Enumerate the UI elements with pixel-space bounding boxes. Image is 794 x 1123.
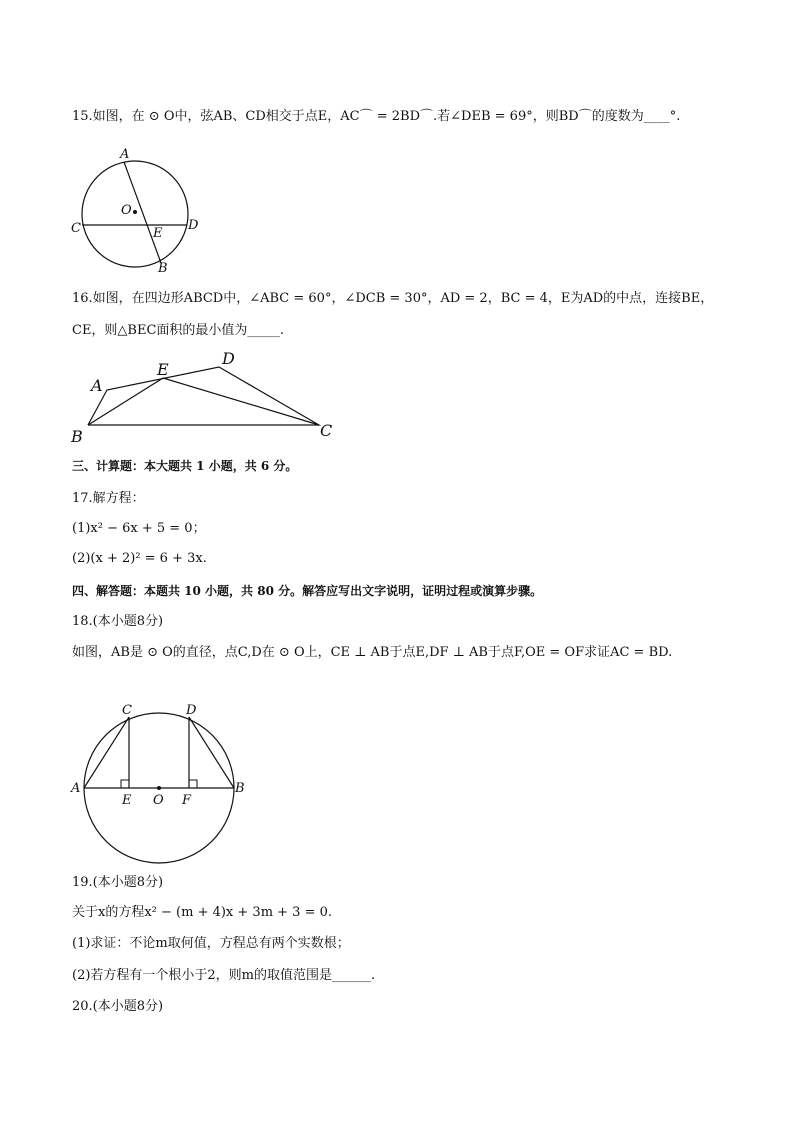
label-B: B <box>158 261 168 275</box>
q18-text: 如图，AB是 ⊙ O的直径，点C,D在 ⊙ O上，CE ⊥ AB于点E,DF ⊥ AB于点F,OE = OF求证AC = BD. <box>72 645 673 660</box>
q18-circle-figure <box>66 700 256 870</box>
q17-part1: (1)x² − 6x + 5 = 0； <box>72 521 206 536</box>
q19-title: 19.(本小题8分) <box>72 875 164 890</box>
section3-heading: 三、计算题：本大题共 1 小题，共 6 分。 <box>72 459 298 473</box>
label-C: C <box>320 421 333 440</box>
label-A: A <box>71 781 81 796</box>
label-E: E <box>153 226 163 241</box>
section4-heading: 四、解答题：本题共 10 小题，共 80 分。解答应写出文字说明，证明过程或演算步骤。 <box>72 584 543 598</box>
q19-part1: (1)求证：不论m取何值，方程总有两个实数根； <box>72 936 350 951</box>
label-O: O <box>121 203 132 218</box>
label-C: C <box>122 703 132 718</box>
label-A: A <box>120 147 130 162</box>
label-C: C <box>71 221 81 236</box>
q18-title: 18.(本小题8分) <box>72 614 164 629</box>
q15-text: 15.如图，在 ⊙ O中，弦AB、CD相交于点E，AC⌒ = 2BD⌒.若∠DEB = 69°，则BD⌒的度数为____°. <box>72 109 681 124</box>
q16-quadrilateral-figure <box>64 345 344 445</box>
q16-line1: 16.如图，在四边形ABCD中，∠ABC = 60°，∠DCB = 30°，AD = 2，BC = 4，E为AD的中点，连接BE， <box>72 291 714 306</box>
label-O: O <box>153 793 164 808</box>
label-F: F <box>182 793 192 808</box>
q20-title: 20.(本小题8分) <box>72 999 164 1014</box>
label-D: D <box>186 703 197 718</box>
label-E: E <box>122 793 132 808</box>
q15-circle-figure <box>66 140 206 275</box>
q17-part2: (2)(x + 2)² = 6 + 3x. <box>72 551 207 566</box>
label-D: D <box>188 218 199 233</box>
label-A: A <box>91 376 103 395</box>
label-D: D <box>222 349 235 368</box>
q19-text: 关于x的方程x² − (m + 4)x + 3m + 3 = 0. <box>72 905 333 920</box>
label-B: B <box>71 427 83 445</box>
q17-title: 17.解方程： <box>72 491 145 506</box>
label-B: B <box>235 781 245 796</box>
label-E: E <box>157 360 169 379</box>
q16-line2: CE，则△BEC面积的最小值为_____. <box>72 323 285 338</box>
q19-part2: (2)若方程有一个根小于2，则m的取值范围是______. <box>72 968 376 983</box>
